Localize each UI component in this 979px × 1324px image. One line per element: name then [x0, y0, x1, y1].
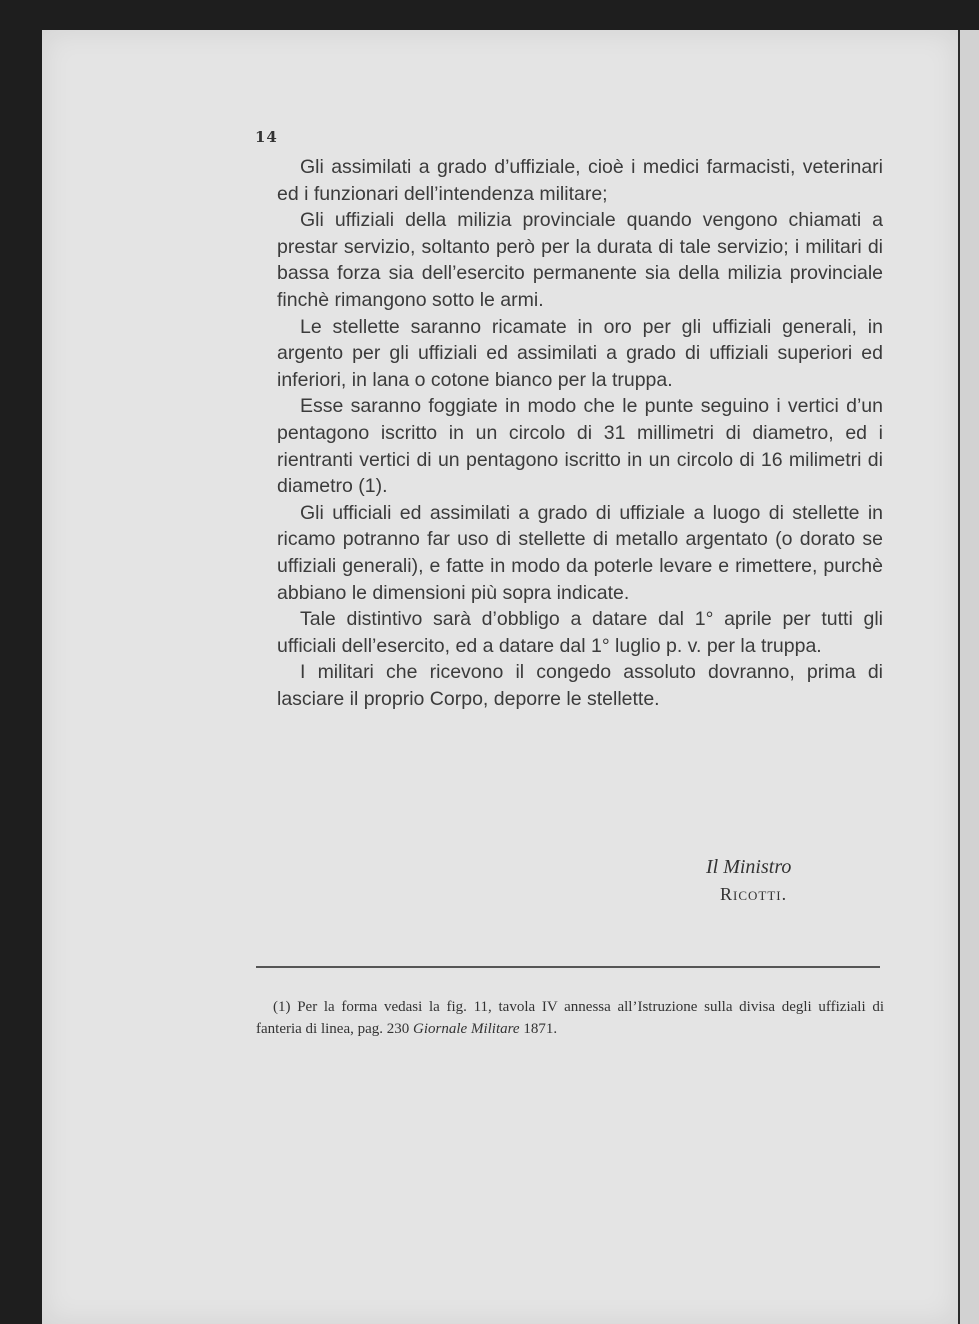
- footnote: [256, 996, 884, 1040]
- footnote-journal-title: Giornale Militare: [413, 1021, 520, 1037]
- footnote-text: [256, 996, 884, 1040]
- signature-title: Il Ministro: [706, 856, 792, 878]
- paragraph-5: Gli ufficiali ed assimilati a grado di uffiziale a luogo di stellette in ricamo potranno far uso di stellette di metallo argentato (o dorato se uffiziali generali), e fatte in modo da poterle levare e rimettere, purchè abbiano le dimensioni più sopra indicate.: [277, 501, 883, 604]
- signature-name: Ricotti.: [720, 884, 788, 904]
- footnote-text-end: 1871.: [519, 1021, 558, 1037]
- paragraph-1: Gli assimilati a grado d’uffiziale, cioè i medici farmacisti, veterinari ed i funzionari dell’intendenza militare;: [277, 156, 883, 205]
- next-page-edge: [958, 30, 979, 1324]
- paragraph-2: Gli uffiziali della milizia provinciale quando vengono chiamati a prestar servizio, soltanto però per la durata di tale servizio; i militari di bassa forza sia dell’esercito permanente sia della milizia provinciale finchè rimangono sotto le armi.: [277, 209, 883, 311]
- paragraph-4: Esse saranno foggiate in modo che le punte seguino i vertici d’un pentagono iscritto in un circolo di 31 millimetri di diametro, ed i rientranti vertici di un pentagono iscritto in un circolo di 16 milimetri di diametro (1).: [277, 395, 883, 498]
- paragraph-7: I militari che ricevono il congedo assoluto dovranno, prima di lasciare il proprio Corpo, deporre le stellette.: [277, 661, 883, 710]
- paragraph-3: Le stellette saranno ricamate in oro per gli uffiziali generali, in argento per gli uffiziali ed assimilati a grado di uffiziali superiori ed inferiori, in lana o cotone bianco per la truppa.: [277, 315, 883, 391]
- body-text: [277, 154, 883, 712]
- paragraph-6: Tale distintivo sarà d’obbligo a datare dal 1° aprile per tutti gli ufficiali dell’esercito, ed a datare dal 1° luglio p. v. per la truppa.: [277, 608, 883, 657]
- footnote-divider: [256, 966, 880, 968]
- footnote-text-start: (1) Per la forma vedasi la fig. 11, tavola IV annessa all’Istruzione sulla divisa degli uffiziali di fanteria di linea, pag. 230: [256, 999, 884, 1037]
- page-number: 14: [255, 128, 278, 146]
